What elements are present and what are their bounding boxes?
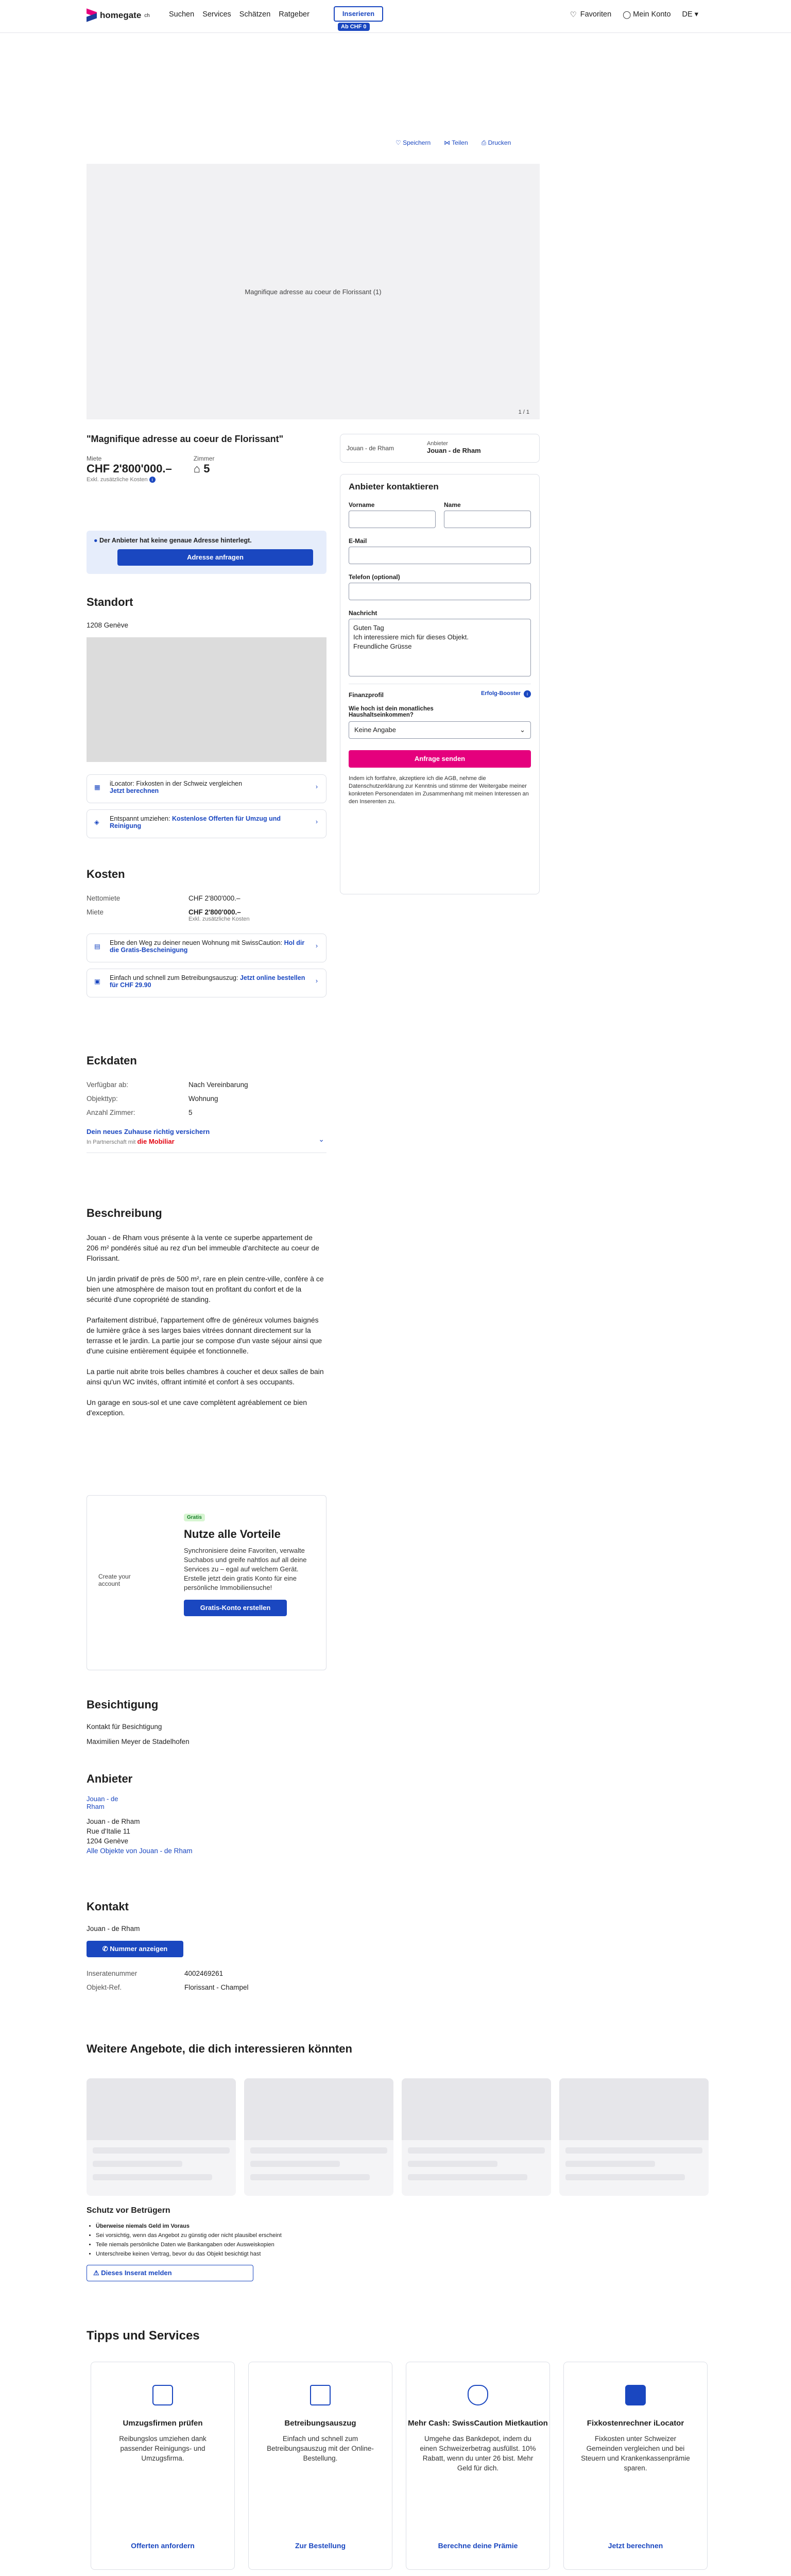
insurance-link[interactable]: Dein neues Zuhause richtig versichern [87,1128,210,1136]
description-section [87,1207,326,1428]
promo-text: Synchronisiere deine Favoriten, verwalte Suchabos und greife nahtlos auf all deine Services zu – egal auf welchem Gerät. Erstelle jetzt dein gratis Konto für eine persönliche Immobiliensuche! [184,1547,307,1591]
income-select-value: Keine Angabe [354,726,396,734]
gallery-image-alt: Magnifique adresse au coeur de Florissant (1) [245,287,382,296]
info-icon: ● [94,537,100,544]
email-label: E-Mail [349,537,367,545]
rent-price: CHF 2'800'000.– [87,462,172,475]
finance-profile [349,684,531,739]
fact-row [87,1095,326,1103]
viewing-title: Besichtigung [87,1698,159,1711]
promo-content [184,1512,307,1616]
print-button[interactable] [482,139,511,147]
first-name-label: Vorname [349,501,375,509]
info-icon[interactable]: i [524,690,531,698]
homegate-logo[interactable] [87,10,150,21]
provider-street: Rue d'Italie 11 [87,1827,130,1835]
first-name-field[interactable] [349,511,436,528]
sidebar-provider-label: Anbieter [427,440,448,447]
rooms-number: 5 [203,462,210,475]
fraud-tip: • Überweise niemals Geld im Voraus [96,2222,396,2231]
ilocator-link[interactable]: Jetzt berechnen [110,787,159,794]
provider-city: 1204 Genève [87,1837,129,1845]
notice-label: Der Anbieter hat keine genaue Adresse hinterlegt. [99,537,252,544]
offer-skeleton-card[interactable] [559,2078,709,2196]
phone-icon: ✆ [102,1945,110,1953]
phone-field[interactable] [349,583,531,600]
nav-suchen[interactable]: Suchen [169,10,195,19]
ilocator-card[interactable] [87,774,326,803]
costs-title: Kosten [87,868,125,880]
swisscaution-card[interactable] [87,934,326,962]
net-rent-row [87,894,326,902]
last-name-field[interactable] [444,511,531,528]
promo-title: Nutze alle Vorteile [184,1528,281,1540]
chevron-right-icon: › [315,977,318,985]
rent-row [87,908,326,916]
info-icon[interactable]: i [149,477,156,483]
email-field[interactable] [349,547,531,564]
viewing-section [87,1698,326,1745]
chevron-right-icon: › [315,818,318,825]
rent-label: Miete [87,455,102,462]
notice-text [94,537,319,544]
fact-key: Anzahl Zimmer: [87,1109,135,1116]
service-text: Reibungslos umziehen dank passender Reinigungs- und Umzugsfirma. [119,2435,207,2462]
listing-actions [396,139,511,147]
insert-button[interactable]: Inserieren [334,6,383,22]
moving-text: Entspannt umziehen: [110,815,170,822]
provider-section [87,1772,326,1856]
service-title: Betreibungsauszug [284,2419,356,2428]
sidebar-provider-card [340,434,540,463]
debt-record-text: Einfach und schnell zum Betreibungsauszug: [110,974,238,981]
main-nav [169,10,309,19]
description-paragraph: Un jardin privatif de près de 500 m², rare en plein centre-ville, confère à ce bien une atmosphère de maison tout en profitant du confort et de la sécurité d'une copropriété de standing. [87,1275,324,1303]
map-icon [625,2385,646,2405]
listing-title: "Magnifique adresse au coeur de Florissant" [87,434,284,444]
fact-key: Objekttyp: [87,1095,118,1103]
fact-value: 5 [188,1109,193,1116]
service-text: Fixkosten unter Schweizer Gemeinden vergleichen und bei Steuern und Krankenkassenprämie sparen. [581,2435,690,2472]
facts-table [87,1081,326,1116]
fact-row [87,1081,326,1089]
swisscaution-text: Ebne den Weg zu deiner neuen Wohnung mit SwissCaution: [110,939,283,946]
moving-link[interactable]: Kostenlose Offerten für Umzug und Reinigung [110,815,281,829]
provider-name: Jouan - de Rham [87,1818,140,1825]
address-notice [87,531,326,574]
free-badge: Gratis [184,1514,205,1521]
user-icon: ◯ [623,11,631,20]
ad-number-label: Inseratenummer [87,1970,137,1977]
favorites-link[interactable] [570,10,611,19]
income-select[interactable] [349,721,531,739]
ad-number-value: 4002469261 [184,1970,223,1977]
service-card[interactable] [406,2362,550,2570]
share-button[interactable] [444,139,468,147]
provider-logo[interactable]: Jouan - de Rham [87,1795,118,1810]
sidebar-provider-name: Jouan - de Rham [427,447,481,454]
debt-record-link[interactable]: Jetzt online bestellen für CHF 29.90 [110,974,305,989]
service-card[interactable] [563,2362,708,2570]
more-offers-title: Weitere Angebote, die dich interessieren könnten [87,2042,352,2055]
cost-rent-value: CHF 2'800'000.– [188,908,241,916]
save-button[interactable] [396,139,431,147]
rooms-label: Zimmer [193,455,215,462]
show-number-label: Nummer anzeigen [110,1945,168,1953]
facts-title: Eckdaten [87,1054,137,1067]
heart-icon: ♡ [570,11,577,20]
fact-row [87,1109,326,1116]
fraud-title: Schutz vor Betrügern [87,2206,170,2215]
create-account-button[interactable]: Gratis-Konto erstellen [184,1600,287,1616]
shield-icon [468,2385,488,2405]
offer-skeleton-card[interactable] [244,2078,393,2196]
house-icon: ⌂ [193,462,204,475]
contact-section [87,1900,326,1997]
submit-request-button[interactable]: Anfrage senden [349,750,531,768]
fact-value: Wohnung [188,1095,218,1103]
ad-number-row [87,1970,326,1977]
report-listing-button[interactable] [87,2265,253,2281]
partner-text: In Partnerschaft mit [87,1139,136,1145]
service-title: Mehr Cash: SwissCaution Mietkaution [408,2419,548,2428]
message-field[interactable]: Guten Tag Ich interessiere mich für dieses Objekt. Freundliche Grüsse [349,619,531,676]
description-body [87,1232,326,1418]
heart-icon: ♡ [396,139,403,146]
swisscaution-link[interactable]: Hol dir die Gratis-Bescheinigung [110,939,305,954]
contact-title: Kontakt [87,1900,129,1913]
finance-title: Finanzprofil [349,691,384,699]
account-link[interactable] [623,10,670,19]
account-label: Mein Konto [633,10,671,19]
object-ref-label: Objekt-Ref. [87,1984,122,1991]
moving-card[interactable] [87,809,326,838]
description-paragraph: Un garage en sous-sol et une cave complètent agréablement ce bien d'exception. [87,1398,307,1417]
description-title: Beschreibung [87,1207,162,1219]
service-link[interactable]: Offerten anfordern [131,2541,195,2550]
fact-key: Verfügbar ab: [87,1081,129,1089]
fraud-tip: • Sei vorsichtig, wenn das Angebot zu günstig oder nicht plausibel erscheint [96,2231,396,2240]
service-title: Umzugsfirmen prüfen [123,2419,203,2428]
facts-section [87,1054,326,1153]
tips-title: Tipps und Services [87,2329,200,2343]
net-rent-value: CHF 2'800'000.– [188,894,240,902]
fact-value: Nach Vereinbarung [188,1081,248,1089]
service-link[interactable]: Berechne deine Prämie [438,2541,518,2550]
service-link[interactable]: Jetzt berechnen [608,2541,663,2550]
document-icon: ▤ [94,943,100,950]
contact-name: Jouan - de Rham [87,1925,140,1933]
fraud-section [87,2206,396,2281]
report-label: Dieses Inserat melden [101,2269,172,2277]
warning-icon: ⚠ [93,2269,101,2277]
location-city: 1208 Genève [87,621,129,629]
cost-extra-note: Exkl. zusätzliche Kosten [188,916,250,922]
service-card[interactable] [91,2362,235,2570]
logo-text: homegate [100,10,142,20]
description-paragraph: Jouan - de Rham vous présente à la vente ce superbe appartement de 206 m² pondérés situé au rez d'un bel immeuble d'architecte au coeur de Florissant. [87,1233,320,1262]
logo-suffix: ch [144,12,150,19]
share-label: Teilen [452,139,468,146]
nav-schaetzen[interactable]: Schätzen [239,10,271,19]
fraud-tip: • Teile niemals persönliche Daten wie Bankangaben oder Ausweiskopien [96,2240,396,2249]
nav-services[interactable]: Services [202,10,231,19]
save-label: Speichern [403,139,431,146]
favorites-label: Favoriten [580,10,612,19]
chevron-right-icon: › [315,783,318,790]
object-ref-row [87,1984,326,1991]
viewing-contact-label: Kontakt für Besichtigung [87,1723,162,1731]
header-right [570,10,698,19]
legal-text: Indem ich fortfahre, akzeptiere ich die AGB, nehme die Datenschutzerklärung zur Kenntnis und stimme der Weitergabe meiner konkreten Personendaten im Zusammenhang mit meinen Interessen an den Inserenten zu. [349,775,529,805]
provider-title: Anbieter [87,1772,133,1785]
offer-skeleton-card[interactable] [402,2078,551,2196]
object-ref-value: Florissant - Champel [184,1984,249,1991]
net-rent-label: Nettomiete [87,894,121,902]
map-icon: ▦ [94,784,100,791]
nav-ratgeber[interactable]: Ratgeber [279,10,309,19]
service-text: Einfach und schnell zum Betreibungsauszug mit der Online-Bestellung. [267,2435,374,2462]
service-card[interactable] [248,2362,392,2570]
sidebar-provider-logo: Jouan - de Rham [347,445,394,452]
insurance-accordion[interactable] [87,1128,326,1153]
message-label: Nachricht [349,609,377,617]
logo-mark-icon [87,10,97,21]
gallery-counter: 1 / 1 [518,409,529,415]
printer-icon: ⎙ [481,139,488,146]
chevron-down-icon: ⌄ [520,726,525,734]
rooms-value [194,462,215,476]
fraud-tip: • Unterschreibe keinen Vertrag, bevor du das Objekt besichtigt hast [96,2249,396,2259]
print-label: Drucken [488,139,511,146]
location-section [87,596,326,838]
offer-skeleton-card[interactable] [87,2078,236,2196]
extra-costs-text: Exkl. zusätzliche Kosten [87,477,148,483]
provider-all-listings-link[interactable]: Alle Objekte von Jouan - de Rham [87,1847,193,1855]
sidebar-provider-info [427,440,481,454]
provider-address [87,1817,326,1856]
partner-line [87,1138,326,1145]
share-icon: ⋈ [444,139,452,146]
contact-form [340,474,540,894]
listing-summary [87,434,326,483]
finance-booster-link[interactable]: Erfolg-Booster [481,690,521,697]
site-header [0,0,791,33]
service-text: Umgehe das Bankdepot, indem du einen Schweizerbetrag ausfüllst. 10% Rabatt, wenn du unter 26 bist. Mehr Geld für dich. [420,2435,536,2472]
certificate-icon: ▣ [94,978,100,985]
map-placeholder[interactable] [87,637,326,762]
phone-label: Telefon (optional) [349,573,400,581]
mobiliar-logo: die Mobiliar [137,1138,175,1145]
service-link[interactable]: Zur Bestellung [295,2541,346,2550]
image-gallery[interactable] [87,164,540,419]
promo-image-alt: Create your account [98,1573,131,1587]
request-address-button[interactable]: Adresse anfragen [117,549,313,566]
ilocator-text: iLocator: Fixkosten in der Schweiz vergleichen [110,780,243,787]
extra-costs-note [87,477,172,483]
viewing-contact-name: Maximilien Meyer de Stadelhofen [87,1738,190,1745]
account-promo [87,1495,326,1670]
finance-question: Wie hoch ist dein monatliches Haushaltseinkommen? [349,706,434,718]
description-paragraph: La partie nuit abrite trois belles chambres à coucher et deux salles de bain ainsi qu'un WC invités, offrant intimité et confort à ses occupants. [87,1367,324,1386]
cost-rent-label: Miete [87,908,104,916]
insert-price-badge: Ab CHF 0 [338,23,370,31]
chevron-down-icon: ⌄ [318,1135,324,1143]
moving-box-icon [152,2385,173,2405]
language-label: DE [682,10,693,19]
description-paragraph: Parfaitement distribué, l'appartement offre de généreux volumes baignés de lumière grâce à ses larges baies vitrées donnant directement sur la terrasse et le jardin. La partie jour se compose d'un vaste séjour ainsi que d'une cuisine entièrement équipée et fonctionnelle. [87,1316,322,1355]
show-number-button[interactable] [87,1941,183,1957]
service-title: Fixkostenrechner iLocator [587,2419,684,2428]
contact-form-title: Anbieter kontaktieren [349,482,439,492]
last-name-label: Name [444,501,461,509]
costs-section [87,868,326,997]
certificate-icon [310,2385,331,2405]
box-icon: ◈ [94,819,99,826]
chevron-right-icon: › [315,942,318,950]
debt-record-card[interactable] [87,969,326,997]
location-title: Standort [87,596,133,608]
language-select[interactable]: DE ▾ [682,10,698,19]
